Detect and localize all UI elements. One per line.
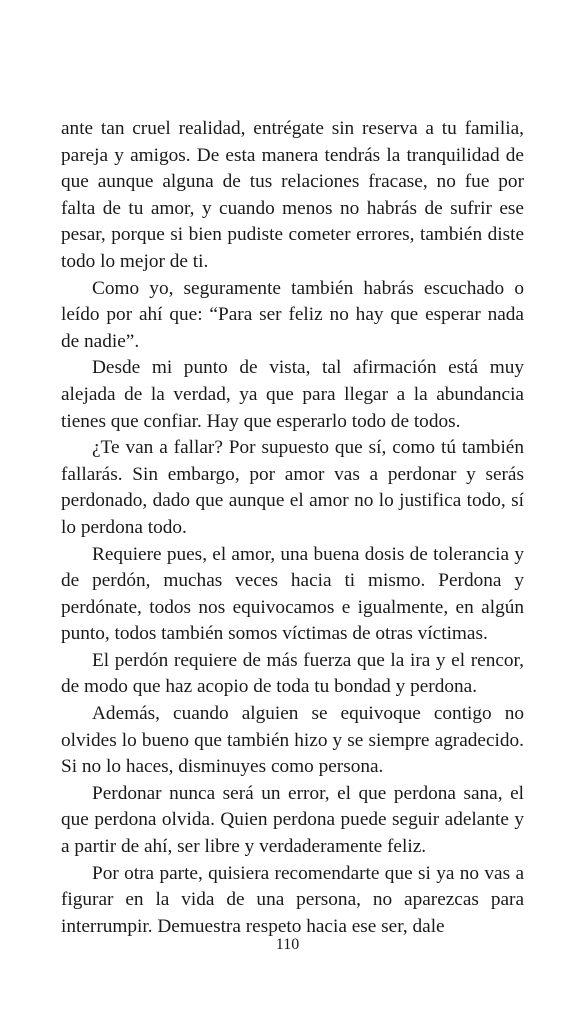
body-text [61,116,524,940]
page-number: 110 [275,936,300,953]
paragraph-2: Como yo, seguramente también habrás escuchado o leído por ahí que: “Para ser feliz no hay que esperar nada de nadie”. [61,277,524,352]
paragraph-6: El perdón requiere de más fuerza que la ira y el rencor, de modo que haz acopio de toda tu bondad y perdona. [61,649,524,698]
paragraph-3: Desde mi punto de vista, tal afirmación está muy alejada de la verdad, ya que para llegar a la abundancia tienes que confiar. Hay que esperarlo todo de todos. [61,357,524,432]
paragraph-5: Requiere pues, el amor, una buena dosis de tolerancia y de perdón, muchas veces hacia ti mismo. Perdona y perdónate, todos nos equivocamos e igualmente, en algún punto, todos también somos víctimas de otras víctimas. [61,543,524,645]
paragraph-1: ante tan cruel realidad, entrégate sin reserva a tu familia, pareja y amigos. De esta manera tendrás la tranquilidad de que aunque alguna de tus relaciones fracase, no fue por falta de tu amor, y cuando menos no habrás de sufrir ese pesar, porque si bien pudiste cometer errores, también diste todo lo mejor de ti. [61,118,524,272]
paragraph-8: Perdonar nunca será un error, el que perdona sana, el que perdona olvida. Quien perdona puede seguir adelante y a partir de ahí, ser libre y verdaderamente feliz. [61,782,524,858]
paragraph-7: Además, cuando alguien se equivoque contigo no olvides lo bueno que también hizo y se siempre agradecido. Si no lo haces, disminuyes como persona. [61,703,524,778]
paragraph-9: Por otra parte, quisiera recomendarte que si ya no vas a figurar en la vida de una persona, no aparezcas para interrumpir. Demuestra respeto hacia ese ser, dale [61,862,524,937]
paragraph-4: ¿Te van a fallar? Por supuesto que sí, como tú también fallarás. Sin embargo, por amor vas a perdonar y serás perdonado, dado que aunque el amor no lo justifica todo, sí lo perdona todo. [61,437,524,538]
